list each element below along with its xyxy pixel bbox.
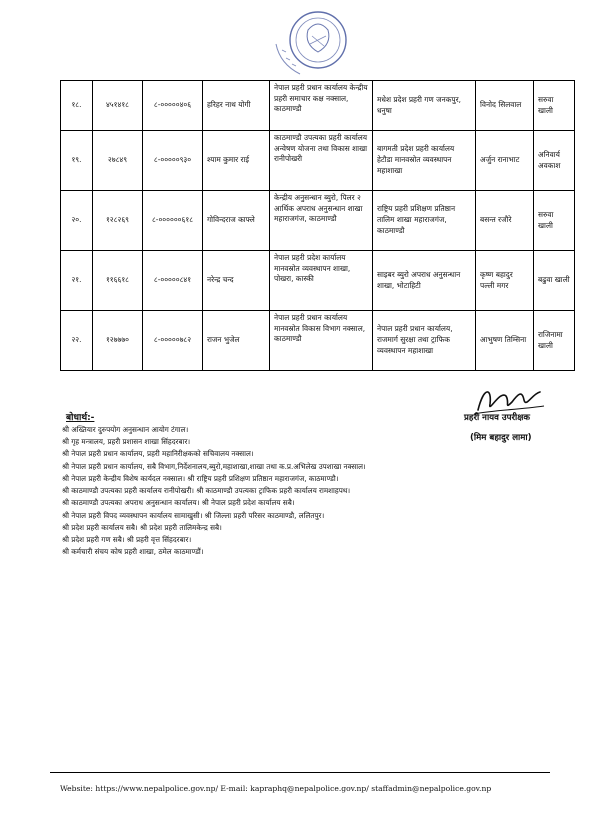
- serial-number: २२.: [61, 311, 93, 371]
- cc-list: [62, 424, 522, 559]
- remark: अनिवार्य अवकाश: [534, 131, 575, 191]
- employee-code: ८-०००००९३०: [143, 131, 203, 191]
- replacement-name: आभुषण तिम्सिना: [476, 311, 534, 371]
- signatory-name: (मिम बहादुर लामा): [470, 433, 532, 443]
- serial-number: १९.: [61, 131, 93, 191]
- footer-divider: [50, 772, 550, 773]
- employee-name: नरेन्द्र चन्द: [203, 251, 270, 311]
- replacement-name: कृष्ण बहादुर पल्ली मगर: [476, 251, 534, 311]
- table-row: [61, 311, 575, 371]
- employee-code: ८-०००००८४१: [143, 251, 203, 311]
- current-office: केन्द्रीय अनुसन्धान ब्युरो, पिलर २ आर्थिक अपराध अनुसन्धान शाखा महाराजगंज, काठमाण्डौ: [270, 191, 373, 251]
- employee-name: गोविन्दराज काफ्ले: [203, 191, 270, 251]
- new-posting: बागमती प्रदेश प्रहरी कार्यालय हेटौडा मानवस्रोत व्यवस्थापन महाशाखा: [373, 131, 476, 191]
- employee-name: राजन भुजेल: [203, 311, 270, 371]
- current-office: नेपाल प्रहरी प्रधान कार्यालय केन्द्रीय प्रहरी समाचार कक्ष नक्साल, काठमाण्डौ: [270, 81, 373, 131]
- cc-heading: बोधार्थ:-: [66, 413, 95, 423]
- current-office: नेपाल प्रहरी प्रदेश कार्यालय मानवस्रोत व्यवस्थापन शाखा, पोखरा, कास्की: [270, 251, 373, 311]
- replacement-name: अर्जुन रानाभाट: [476, 131, 534, 191]
- cc-item: श्री नेपाल प्रहरी विपद व्यवस्थापन कार्यालय सामाखुसी। श्री जिल्ला प्रहरी परिसर काठमाण्डौ, ललितपुर।: [62, 510, 325, 520]
- cc-item: श्री काठमाण्डौ उपत्यका अपराध अनुसन्धान कार्यालय। श्री नेपाल प्रहरी प्रदेश कार्यालय सबै।: [62, 498, 295, 508]
- employee-code: ८-०००००४०६: [143, 81, 203, 131]
- table-row: [61, 131, 575, 191]
- serial-number: २१.: [61, 251, 93, 311]
- remark: राजिनामा खाली: [534, 311, 575, 371]
- footer-contact: Website: https://www.nepalpolice.gov.np/ E-mail: kapraphq@nepalpolice.gov.np/ staffadmin@nepalpolice.gov.np: [60, 784, 492, 793]
- remark: सरुवा खाली: [534, 81, 575, 131]
- replacement-name: विनोद सिलवाल: [476, 81, 534, 131]
- employee-code: ८-०००००७८२: [143, 311, 203, 371]
- employee-id: १२७७७०: [93, 311, 143, 371]
- new-posting: साइबर ब्युरो अपराध अनुसन्धान शाखा, भोटाहिटी: [373, 251, 476, 311]
- serial-number: १८.: [61, 81, 93, 131]
- remark: बढुवा खाली: [534, 251, 575, 311]
- cc-item: श्री प्रदेश प्रहरी कार्यालय सबै। श्री प्रदेश प्रहरी तालिमकेन्द्र सबै।: [62, 522, 222, 532]
- cc-item: श्री नेपाल प्रहरी प्रधान कार्यालय, प्रहरी महानिरीक्षकको सचिवालय नक्साल।: [62, 449, 254, 459]
- table-row: [61, 191, 575, 251]
- cc-item: श्री काठमाण्डौ उपत्यका प्रहरी कार्यालय रानीपोखरी। श्री काठमाण्डौ उपत्यका ट्राफिक प्रहरी कार्यालय रामशाहपथ।: [62, 486, 351, 496]
- employee-id: ११६६१८: [93, 251, 143, 311]
- transfer-table: [60, 80, 575, 371]
- new-posting: मधेश प्रदेश प्रहरी गण जनकपुर, धनुषा: [373, 81, 476, 131]
- cc-item: श्री कर्मचारी संचय कोष प्रहरी शाखा, ठमेल काठमाण्डौं।: [62, 547, 204, 557]
- new-posting: राष्ट्रिय प्रहरी प्रशिक्षण प्रतिष्ठान तालिम शाखा महाराजगंज, काठमाण्डौ: [373, 191, 476, 251]
- signatory-title: प्रहरी नायव उपरीक्षक: [464, 413, 531, 423]
- employee-name: श्याम कुमार राई: [203, 131, 270, 191]
- serial-number: २०.: [61, 191, 93, 251]
- cc-item: श्री प्रदेश प्रहरी गण सबै। श्री प्रहरी वृत्त सिंहदरबार।: [62, 535, 192, 545]
- table-row: [61, 251, 575, 311]
- employee-id: १२८२६९: [93, 191, 143, 251]
- current-office: नेपाल प्रहरी प्रधान कार्यालय मानवस्रोत विकास विभाग नक्साल, काठमाण्डौ: [270, 311, 373, 371]
- table-row: [61, 81, 575, 131]
- employee-name: हरिहर नाथ योगी: [203, 81, 270, 131]
- employee-id: ४५१४१८: [93, 81, 143, 131]
- cc-item: श्री नेपाल प्रहरी प्रधान कार्यालय, सबै विभाग,निर्देशनालय,ब्युरो,महाशाखा,शाखा तथा क.प्र.अभिलेख उपशाखा नक्साल।: [62, 461, 366, 471]
- cc-item: श्री अख्तियार दुरुपयोग अनुसन्धान आयोग टंगाल।: [62, 425, 189, 434]
- cc-item: श्री नेपाल प्रहरी केन्द्रीय विशेष कार्यदल नक्साल। श्री राष्ट्रिय प्रहरी प्रशिक्षण प्रतिष्ठान महाराजगंज, काठमाण्डौ।: [62, 473, 339, 483]
- remark: सरुवा खाली: [534, 191, 575, 251]
- current-office: काठमाण्डौ उपत्यका प्रहरी कार्यालय अन्वेषण योजना तथा विकास शाखा रानीपोखरी: [270, 131, 373, 191]
- official-stamp-logo: [260, 0, 365, 80]
- employee-id: २७८४९: [93, 131, 143, 191]
- employee-code: ८-००००००६१८: [143, 191, 203, 251]
- cc-item: श्री गृह मन्त्रालय, प्रहरी प्रशासन शाखा सिंहदरबार।: [62, 437, 191, 447]
- new-posting: नेपाल प्रहरी प्रधान कार्यालय, राजमार्ग सुरक्षा तथा ट्राफिक व्यवस्थापन महाशाखा: [373, 311, 476, 371]
- replacement-name: बसन्त रजौरे: [476, 191, 534, 251]
